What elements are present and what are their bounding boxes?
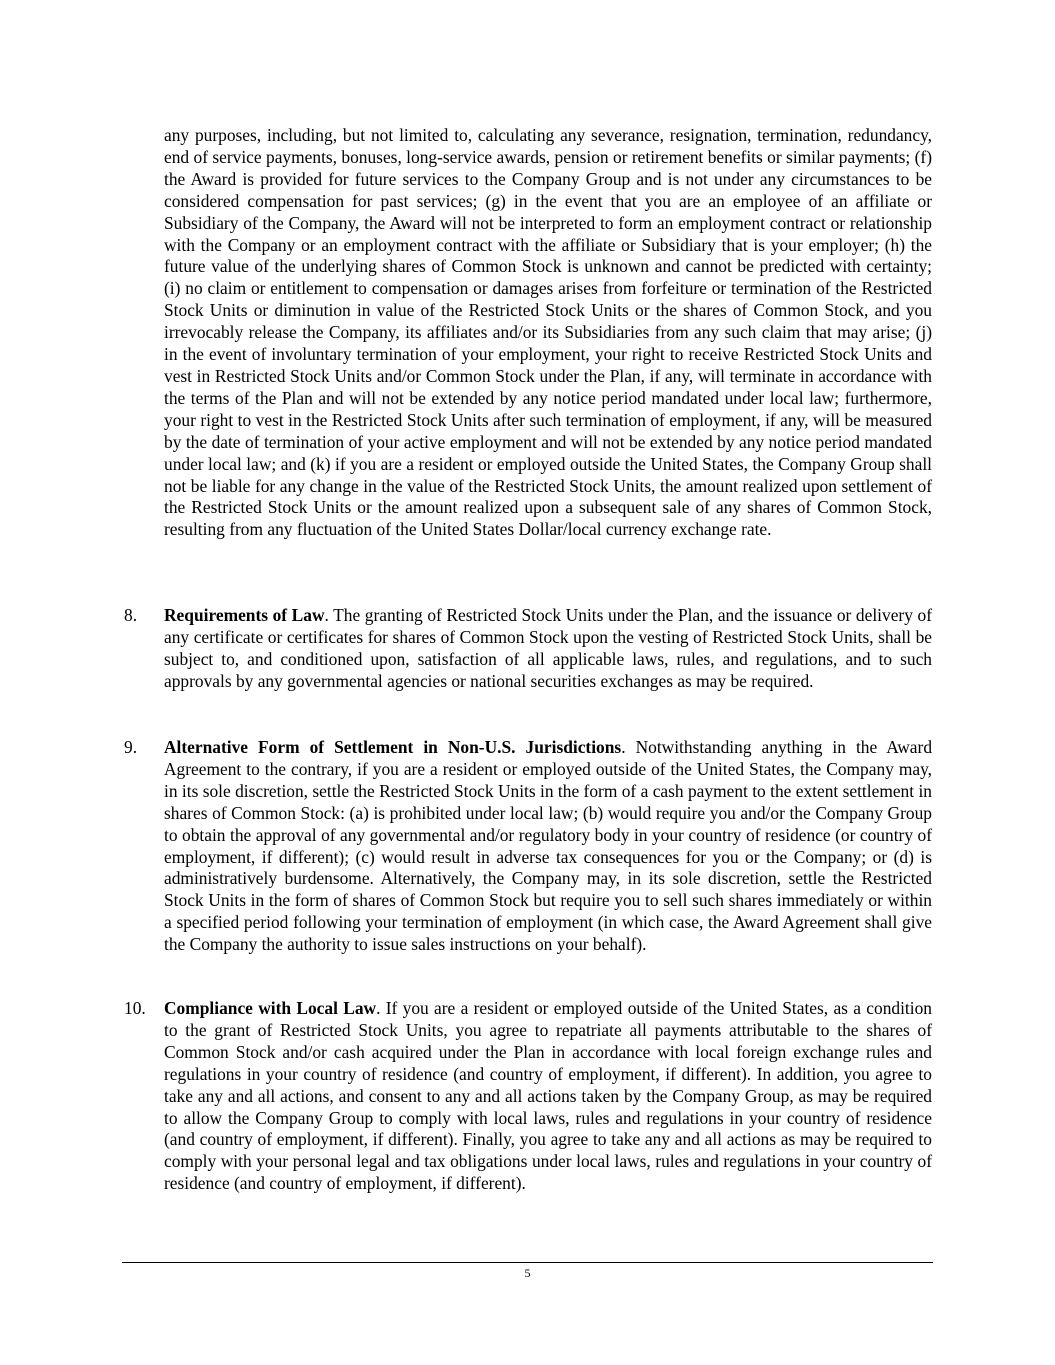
section-9-number: 9.	[124, 737, 138, 757]
section-10-paragraph	[164, 998, 932, 1195]
section-8-number: 8.	[124, 605, 138, 625]
section-8-heading: Requirements of Law	[164, 605, 325, 625]
section-8-body: . The granting of Restricted Stock Units under the Plan, and the issuance or delivery of any certificate or certificates for shares of Common Stock upon the vesting of Restricted Stock Units, shall be subject to, and conditioned upon, satisfaction of all applicable laws, rules, and regulations, and to such approvals by any governmental agencies or national securities exchanges as may be required.	[164, 605, 932, 691]
section-8-paragraph	[164, 605, 932, 693]
section-9-heading: Alternative Form of Settlement in Non-U.S. Jurisdictions	[164, 737, 622, 757]
section-10-body: . If you are a resident or employed outside of the United States, as a condition to the grant of Restricted Stock Units, you agree to repatriate all payments attributable to the shares of Common Stock and/or cash acquired under the Plan in accordance with local foreign exchange rules and regulations in your country of residence (and country of employment, if different). In addition, you agree to take any and all actions, and consent to any and all actions taken by the Company Group, as may be required to allow the Company Group to comply with local laws, rules and regulations in your country of residence (and country of employment, if different). Finally, you agree to take any and all actions as may be required to comply with your personal legal and tax obligations under local laws, rules and regulations in your country of residence (and country of employment, if different).	[164, 998, 932, 1194]
section-10-number: 10.	[124, 998, 146, 1018]
continuation-paragraph: any purposes, including, but not limited to, calculating any severance, resignation, termination, redundancy, end of service payments, bonuses, long-service awards, pension or retirement benefits or similar payments; (f) the Award is provided for future services to the Company Group and is not under any circumstances to be considered compensation for past services; (g) in the event that you are an employee of an affiliate or Subsidiary of the Company, the Award will not be interpreted to form an employment contract or relationship with the Company or an employment contract with the affiliate or Subsidiary that is your employer; (h) the future value of the underlying shares of Common Stock is unknown and cannot be predicted with certainty; (i) no claim or entitlement to compensation or damages arises from forfeiture or termination of the Restricted Stock Units or diminution in value of the Restricted Stock Units or the shares of Common Stock, and you irrevocably release the Company, its affiliates and/or its Subsidiaries from any such claim that may arise; (j) in the event of involuntary termination of your employment, your right to receive Restricted Stock Units and vest in Restricted Stock Units and/or Common Stock under the Plan, if any, will terminate in accordance with the terms of the Plan and will not be extended by any notice period mandated under local law; furthermore, your right to vest in the Restricted Stock Units after such termination of employment, if any, will be measured by the date of termination of your active employment and will not be extended by any notice period mandated under local law; and (k) if you are a resident or employed outside the United States, the Company Group shall not be liable for any change in the value of the Restricted Stock Units, the amount realized upon settlement of the Restricted Stock Units or the amount realized upon a subsequent sale of any shares of Common Stock, resulting from any fluctuation of the United States Dollar/local currency exchange rate.	[164, 125, 932, 540]
section-9-body: . Notwithstanding anything in the Award Agreement to the contrary, if you are a resident or employed outside of the United States, the Company may, in its sole discretion, settle the Restricted Stock Units in the form of a cash payment to the extent settlement in shares of Common Stock: (a) is prohibited under local law; (b) would require you and/or the Company Group to obtain the approval of any governmental and/or regulatory body in your country of residence (or country of employment, if different); (c) would result in adverse tax consequences for you or the Company; or (d) is administratively burdensome. Alternatively, the Company may, in its sole discretion, settle the Restricted Stock Units in the form of shares of Common Stock but require you to sell such shares immediately or within a specified period following your termination of employment (in which case, the Award Agreement shall give the Company the authority to issue sales instructions on your behalf).	[164, 737, 933, 955]
section-9-paragraph	[164, 737, 932, 956]
footer-rule	[122, 1262, 933, 1263]
page-number: 5	[524, 1266, 531, 1280]
section-10-heading: Compliance with Local Law	[164, 998, 377, 1018]
